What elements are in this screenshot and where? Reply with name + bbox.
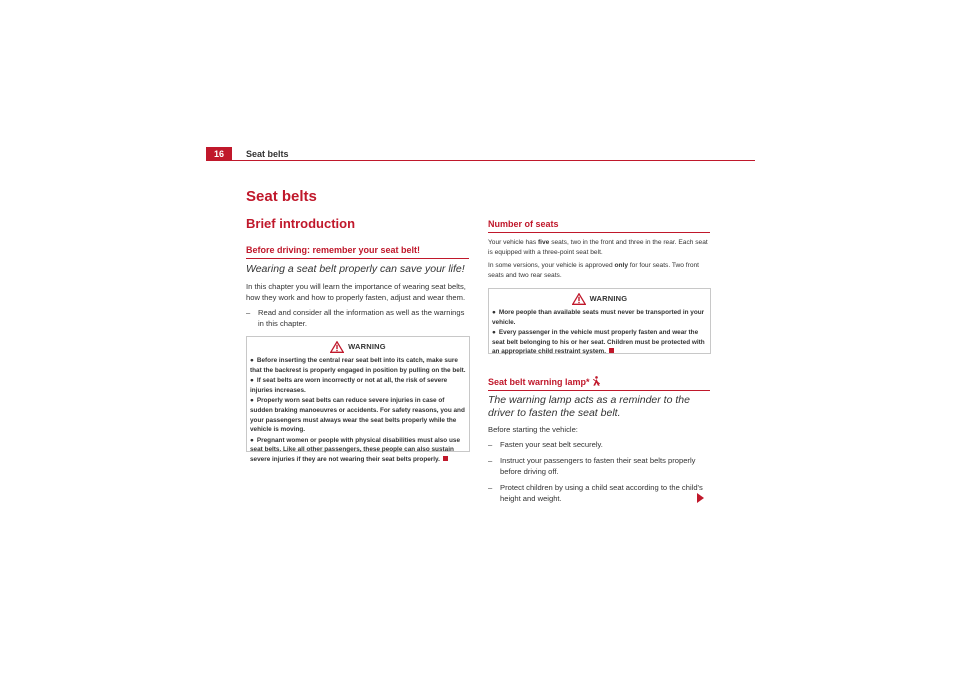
warning-label: WARNING bbox=[589, 294, 628, 304]
warning-item bbox=[250, 436, 466, 465]
warning-triangle-icon bbox=[330, 341, 344, 353]
lamp-body bbox=[488, 424, 716, 509]
warning-item-text: Every passenger in the vehicle must properly fasten and wear the seat belt belonging to his or her seat. Children must be protected with an appropriate child restraint system. bbox=[492, 329, 705, 356]
warning-item-text: More people than available seats must never be transported in your vehicle. bbox=[492, 309, 705, 326]
warning-item bbox=[250, 356, 466, 375]
seats-p2-text: In some versions, your vehicle is approved bbox=[488, 262, 615, 269]
running-title: Seat belts bbox=[246, 149, 289, 159]
dash-marker: – bbox=[488, 440, 493, 449]
warning-item bbox=[250, 396, 466, 434]
subheading-number-of-seats: Number of seats bbox=[488, 218, 710, 233]
subheading-warning-lamp bbox=[488, 376, 710, 391]
seats-p1-emphasis: five bbox=[537, 239, 550, 246]
lead-left: Wearing a seat belt properly can save your life! bbox=[246, 263, 465, 275]
seats-p1-text: Your vehicle has bbox=[488, 239, 538, 246]
seats-p2-emphasis: only bbox=[614, 262, 629, 269]
seats-body bbox=[488, 238, 712, 284]
bullet-marker: ● bbox=[492, 309, 496, 316]
step-text: Instruct your passengers to fasten their seat belts properly before driving off. bbox=[500, 456, 696, 476]
warning-item bbox=[492, 308, 707, 327]
bullet-marker: ● bbox=[492, 329, 496, 337]
warning-item-text: Properly worn seat belts can reduce severe injuries in case of sudden braking manoeuvres or accidents. For safety reasons, you and your passengers must always wear the seat belts properly while the vehicle is moving. bbox=[250, 397, 465, 434]
warning-label: WARNING bbox=[348, 342, 386, 352]
intro-paragraph: In this chapter you will learn the importance of wearing seat belts, how they work and how to properly fasten, adjust and wear them. bbox=[246, 282, 466, 302]
step-text: Fasten your seat belt securely. bbox=[500, 440, 603, 449]
header-rule bbox=[206, 160, 755, 161]
warning-item bbox=[250, 376, 466, 395]
dash-marker: – bbox=[488, 483, 493, 492]
chapter-title: Seat belts bbox=[246, 188, 317, 205]
warning-item-text: If seat belts are worn incorrectly or not at all, the risk of severe injuries increases. bbox=[250, 377, 448, 394]
lead-right: The warning lamp acts as a reminder to the driver to fasten the seat belt. bbox=[488, 394, 690, 419]
bullet-marker: ● bbox=[250, 357, 254, 364]
bullet-marker: ● bbox=[250, 377, 254, 385]
warning-item-text: Before inserting the central rear seat belt into its catch, make sure that the backrest is properly engaged in position by pulling on the belt. bbox=[250, 357, 466, 374]
step-item bbox=[246, 307, 471, 329]
seats-paragraph-1 bbox=[488, 238, 712, 258]
dash-marker: – bbox=[488, 456, 493, 465]
end-of-section-marker bbox=[443, 456, 448, 461]
warning-box-left bbox=[246, 336, 470, 463]
warning-triangle-icon bbox=[572, 293, 586, 305]
continued-arrow-icon bbox=[697, 493, 704, 503]
step-item bbox=[488, 439, 716, 450]
bullet-marker: ● bbox=[250, 397, 254, 405]
warning-item bbox=[492, 328, 707, 357]
warning-header bbox=[492, 293, 707, 305]
section-title: Brief introduction bbox=[246, 216, 356, 231]
page-number: 16 bbox=[206, 147, 232, 161]
seats-p2-text-rest: for four seats. Two front seats and two rear seats. bbox=[488, 262, 699, 279]
dash-marker: – bbox=[246, 308, 251, 317]
step-text: Read and consider all the information as well as the warnings in this chapter. bbox=[258, 308, 465, 328]
step-item bbox=[488, 482, 716, 504]
step-item bbox=[488, 455, 716, 477]
subheading-before-driving: Before driving: remember your seat belt! bbox=[246, 244, 469, 259]
lamp-intro: Before starting the vehicle: bbox=[488, 425, 578, 434]
left-body bbox=[246, 281, 471, 334]
warning-box-seats bbox=[488, 288, 711, 354]
seat-belt-lamp-icon bbox=[592, 376, 601, 386]
step-text: Protect children by using a child seat according to the child's height and weight. bbox=[500, 483, 703, 503]
end-of-section-marker bbox=[609, 348, 614, 353]
seats-p1-text-rest: seats, two in the front and three in the rear. Each seat is equipped with a three-point seat belt. bbox=[488, 239, 708, 256]
warning-item-text: Pregnant women or people with physical disabilities must also use seat belts. Like all other passengers, these people can also sustain severe injuries if they are not wearing their seat belts properly. bbox=[250, 436, 461, 463]
lamp-subheading-text: Seat belt warning lamp* bbox=[488, 377, 590, 387]
warning-header bbox=[250, 341, 466, 353]
seats-paragraph-2 bbox=[488, 261, 712, 281]
bullet-marker: ● bbox=[250, 436, 254, 444]
